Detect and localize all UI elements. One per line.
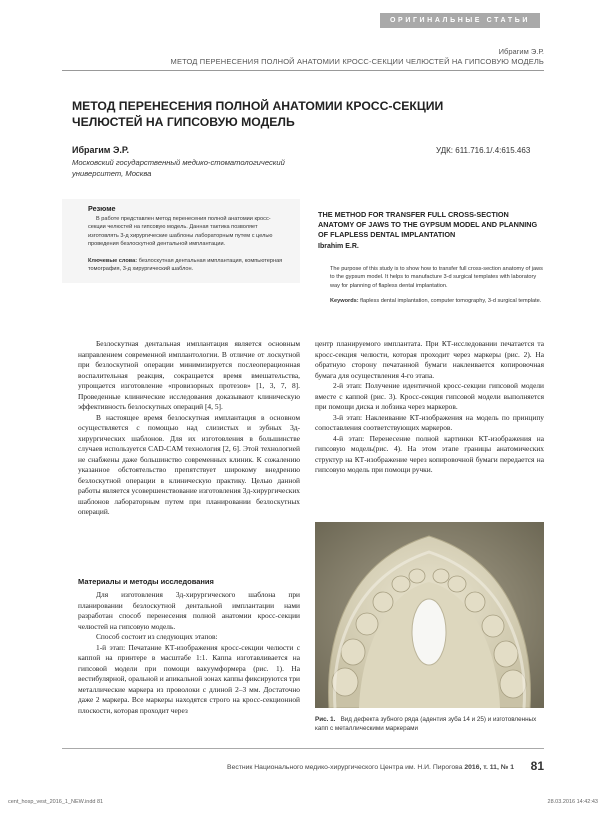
print-slug-file: cent_hosp_vest_2016_1_NEW.indd 81 [8, 799, 104, 805]
paragraph: 2-й этап: Получение идентичной кросс-секции гипсовой модели вместе с каппой (рис. 3). Кросс-секция гипсовой модели выполняется при помощи диска и лобзика через маркеров. [315, 381, 544, 411]
abstract-en-title: THE METHOD FOR TRANSFER FULL CROSS-SECTION ANATOMY OF JAWS TO THE GYPSUM MODEL AND PLANNING OF FLAPLESS DENTAL IMPLANTATION [318, 210, 538, 240]
footer-rule [62, 748, 544, 749]
article-title: МЕТОД ПЕРЕНЕСЕНИЯ ПОЛНОЙ АНАТОМИИ КРОСС-СЕКЦИИ ЧЕЛЮСТЕЙ НА ГИПСОВУЮ МОДЕЛЬ [72, 99, 444, 129]
abstract-en-author: Ibrahim E.R. [318, 243, 359, 250]
paragraph: 1-й этап: Печатание КТ-изображения кросс-секции челюсти с каппой на принтере в масштабе 1:1. Каппа изготавливается на гипсовой модели при помощи вакуумформера (рис. 1). На вестибулярной, оральной и апикальной зонах каппы фиксируются три металлические маркера из проволоки с длиной 2–3 мм. Достаточно даже 2 маркера. Все маркеры находятся строго на кросс-секционной плоскости, которая проходит через [78, 642, 300, 715]
print-slug-date: 28.03.2016 14:42:43 [547, 799, 598, 805]
body-column-1-methods [78, 590, 300, 716]
body-column-1 [78, 339, 300, 518]
footer-journal [227, 764, 514, 771]
keywords-en-label: Keywords: [330, 298, 359, 304]
abstract-en-keywords [330, 297, 543, 305]
abstract-ru-keywords [88, 257, 293, 274]
section-banner: ОРИГИНАЛЬНЫЕ СТАТЬИ [380, 13, 540, 28]
running-title: МЕТОД ПЕРЕНЕСЕНИЯ ПОЛНОЙ АНАТОМИИ КРОСС-СЕКЦИИ ЧЕЛЮСТЕЙ НА ГИПСОВУЮ МОДЕЛЬ [170, 57, 544, 66]
figure-1-photo [315, 522, 544, 708]
journal-name: Вестник Национального медико-хирургического Центра им. Н.И. Пирогова [227, 764, 463, 771]
abstract-en-text: The purpose of this study is to show how to transfer full cross-section anatomy of jaws to the gypsum model. It helps to manufacture 3-d surgical templates with laboratory way for planning of flapless dental implantation. [330, 266, 543, 289]
page-number: 81 [530, 759, 544, 773]
keywords-en-text: flapless dental implantation, computer tomography, 3-d surgical template. [360, 298, 542, 304]
methods-heading: Материалы и методы исследования [78, 577, 214, 586]
paragraph: В настоящее время безлоскутная имплантация в основном осуществляется с помощью над слизистых и зубных 3д-хирургических шаблонов. Для их изготовления в большинстве случаев используется CAD-CAM технология [2, 6]. Этой технологией не снабжены даже большинство современных клиник. К сожалению указанное обстоятельство препятствует широкому внедрению безлоскутной операции в клиническую практику. Целью данной работы является усовершенствование изготовления 3д-хирургических шаблонов лабораторным путем при планировании безлоскутных операций. [78, 412, 300, 516]
keywords-ru-text: безлоскутная дентальная имплантация, компьютерная томография, 3-д хирургический шаблон. [88, 258, 283, 273]
paragraph: 3-й этап: Наклеивание КТ-изображения на модель по принципу сопоставления соответствующих маркеров. [315, 412, 544, 432]
figure-caption-text: Вид дефекта зубного ряда (адентия зуба 14 и 25) и изготовленных капп с металлическими маркерами [315, 716, 537, 732]
body-column-2 [315, 339, 544, 476]
abstract-ru-text: В работе представлен метод перенесения полной анатомии кросс-секции челюстей на гипсовую модель. Данная тактика позволяет изготовлять 3-д хирургические шаблоны лабораторным путем с целью проведения безлоскутной дентальной имплантации. [88, 216, 273, 248]
author-affiliation: Московский государственный медико-стоматологический университет, Москва [72, 158, 285, 178]
abstract-ru-heading: Резюме [88, 204, 116, 213]
running-author: Ибрагим Э.Р. [498, 47, 544, 56]
paragraph: Безлоскутная дентальная имплантация является основным направлением современной имплантологии. В отличие от лоскутной при безлоскутной операции минимизируется послеоперационная воспалительная реакция, сокращается время вмешательства, упрощается изготовление «провизорных протезов» [1, 3, 7, 8]. Проведенные клинические исследования доказывают клиническую эффективность безлоскутных операций [4, 5]. [78, 339, 300, 411]
paragraph: Способ состоит из следующих этапов: [96, 632, 218, 641]
article-author: Ибрагим Э.Р. [72, 145, 130, 155]
journal-volume: 2016, т. 11, № 1 [464, 764, 514, 771]
figure-label: Рис. 1. [315, 716, 336, 723]
udc-code: УДК: 611.716.1/.4:615.463 [436, 146, 531, 155]
paragraph: центр планируемого имплантата. При КТ-исследовании печатается та кросс-секция челюсти, которая проходит через маркеры (рис. 2). На обратную сторону печатанной бумаги наклеивается копировочная бумага для осуществления 4-го этапа. [315, 339, 544, 380]
figure-1-caption [315, 716, 544, 733]
keywords-ru-label: Ключевые слова: [88, 258, 138, 264]
paragraph: Для изготовления 3д-хирургического шаблона при планировании безлоскутной дентальной имплантации нами разработан способ перенесения полной анатомии кросс-секции челюстей на гипсовую модель. [78, 590, 300, 631]
paragraph: 4-й этап: Перенесение полной картинки КТ-изображения на гипсовую модель(рис. 4). На этом этапе границы анатомических структур на КТ-изображение через копировочной бумаги передается на гипсовую модель при помощи ручки. [315, 433, 544, 474]
header-rule [62, 70, 544, 71]
